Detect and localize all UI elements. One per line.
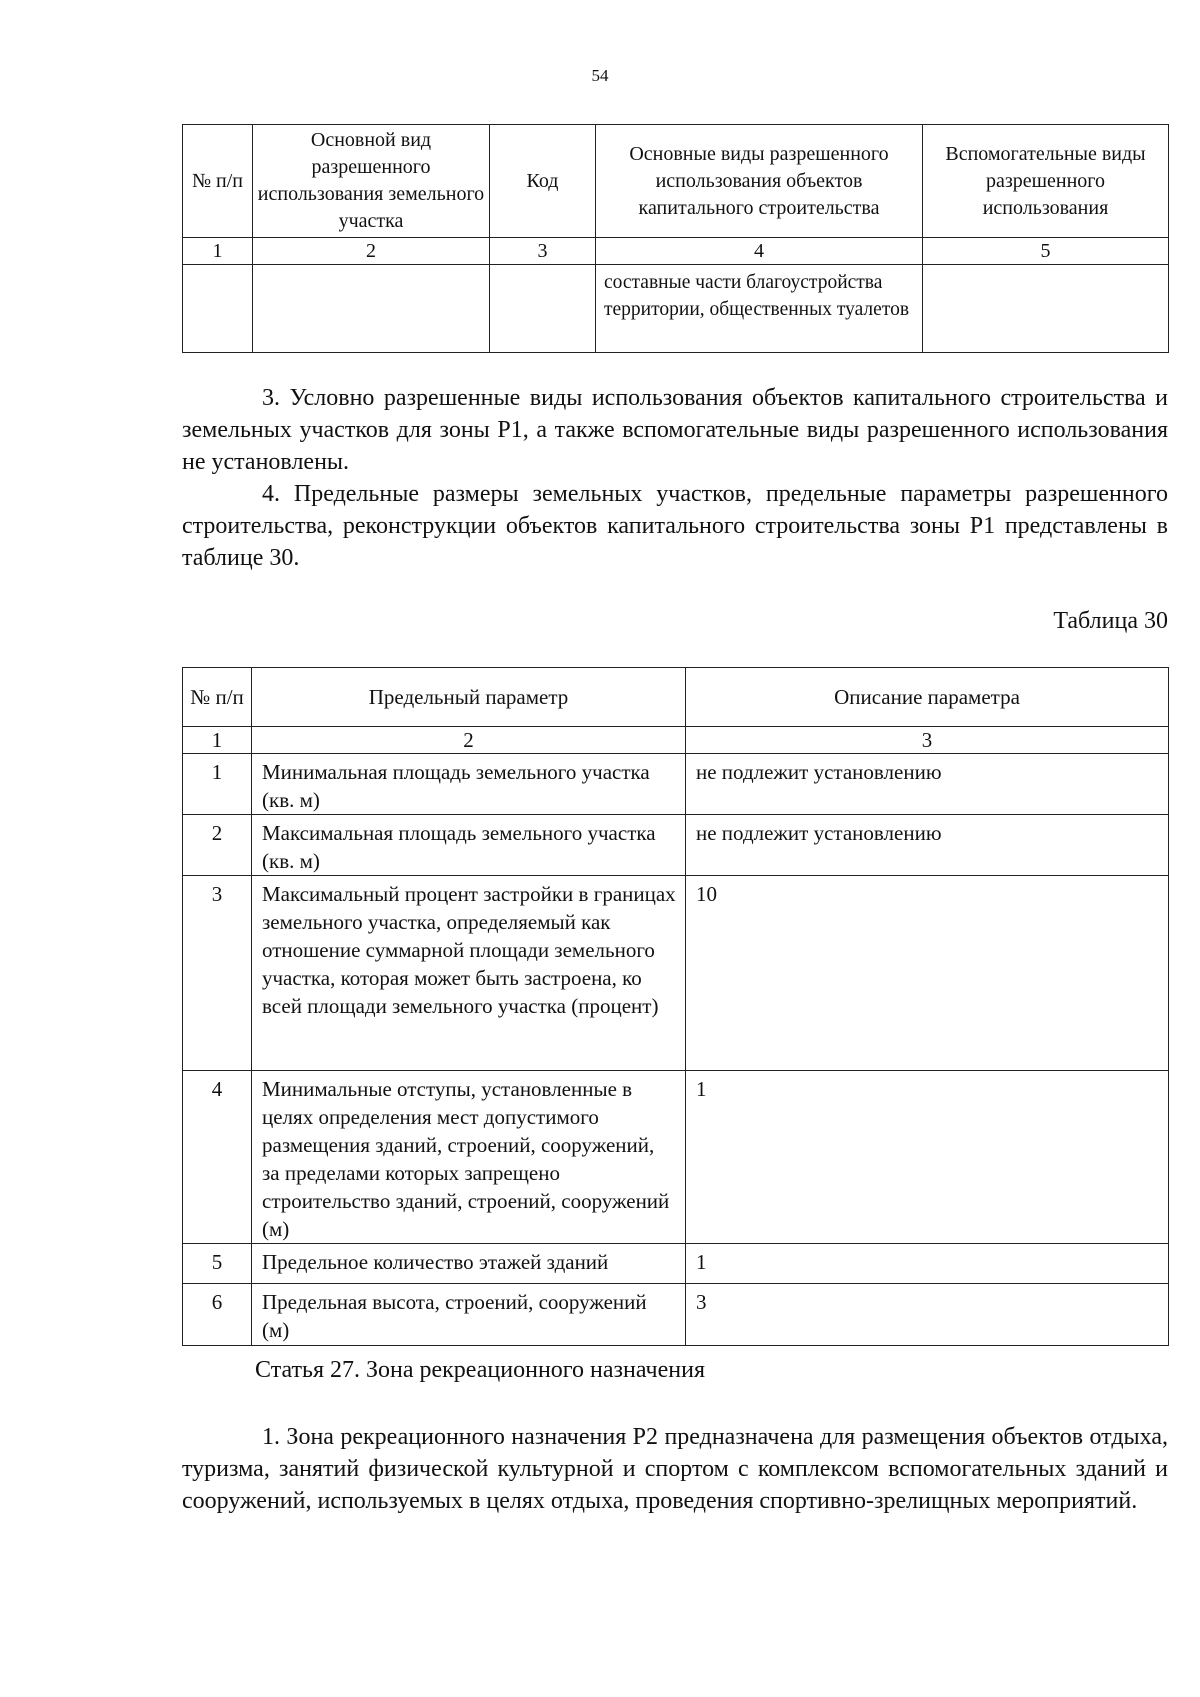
table2-row bbox=[183, 754, 1169, 815]
table2-row-number: 3 bbox=[183, 876, 252, 1071]
table2-header-number: № п/п bbox=[183, 668, 252, 727]
table1-row bbox=[183, 265, 1169, 353]
table1-cell bbox=[923, 265, 1169, 353]
paragraph-3: 3. Условно разрешенные виды использования объектов капитального строительства и земельных участков для зоны Р1, а также вспомогательные виды разрешенного использования не установлены. bbox=[182, 385, 1168, 475]
table2-row-description: не подлежит установлению bbox=[686, 754, 1169, 815]
table2-row-description: 1 bbox=[686, 1244, 1169, 1284]
table2-colnum: 3 bbox=[686, 727, 1169, 754]
table1-colnum: 4 bbox=[596, 238, 923, 265]
page-number: 54 bbox=[591, 66, 609, 85]
table1-header-capital-use: Основные виды разрешенного использования объектов капитального строительства bbox=[596, 125, 923, 238]
table1-colnum: 1 bbox=[183, 238, 253, 265]
table2-row-description: 10 bbox=[686, 876, 1169, 1071]
table2-row-description: 3 bbox=[686, 1284, 1169, 1346]
table-30-parameters bbox=[182, 667, 1169, 1346]
paragraph-4: 4. Предельные размеры земельных участков, предельные параметры разрешенного строительства, реконструкции объектов капитального строительства зоны Р1 представлены в таблице 30. bbox=[182, 481, 1168, 571]
table2-row bbox=[183, 876, 1169, 1071]
table1-header-auxiliary-use: Вспомогательные виды разрешенного использования bbox=[923, 125, 1169, 238]
table2-row-parameter: Минимальные отступы, установленные в целях определения мест допустимого размещения зданий, строений, сооружений, за пределами которых запрещено строительство зданий, строений, сооружений (м) bbox=[252, 1071, 686, 1244]
table1-cell bbox=[253, 265, 490, 353]
table2-row-description: 1 bbox=[686, 1071, 1169, 1244]
table2-colnum: 2 bbox=[252, 727, 686, 754]
table1-header-code: Код bbox=[490, 125, 596, 238]
land-use-table-continuation bbox=[182, 124, 1169, 353]
table2-row bbox=[183, 1284, 1169, 1346]
table2-row bbox=[183, 1244, 1169, 1284]
table2-row-number: 4 bbox=[183, 1071, 252, 1244]
table2-row-number: 1 bbox=[183, 754, 252, 815]
table1-cell-capital-use: составные части благоустройства территории, общественных туалетов bbox=[596, 265, 923, 353]
table2-row-number: 5 bbox=[183, 1244, 252, 1284]
table1-colnum: 5 bbox=[923, 238, 1169, 265]
table2-colnum: 1 bbox=[183, 727, 252, 754]
table2-row-parameter: Предельное количество этажей зданий bbox=[252, 1244, 686, 1284]
table2-row-number: 2 bbox=[183, 815, 252, 876]
table2-row-parameter: Минимальная площадь земельного участка (кв. м) bbox=[252, 754, 686, 815]
article-heading: Статья 27. Зона рекреационного назначения bbox=[255, 1357, 705, 1383]
table2-header-description: Описание параметра bbox=[686, 668, 1169, 727]
table1-header-row bbox=[183, 125, 1169, 238]
table1-column-number-row bbox=[183, 238, 1169, 265]
table1-colnum: 2 bbox=[253, 238, 490, 265]
table2-row-parameter: Максимальная площадь земельного участка (кв. м) bbox=[252, 815, 686, 876]
table2-row-parameter: Предельная высота, строений, сооружений (м) bbox=[252, 1284, 686, 1346]
table30-caption: Таблица 30 bbox=[1053, 608, 1168, 634]
table1-colnum: 3 bbox=[490, 238, 596, 265]
table2-row-parameter: Максимальный процент застройки в границах земельного участка, определяемый как отношение суммарной площади земельного участка, которая может быть застроена, ко всей площади земельного участка (процент) bbox=[252, 876, 686, 1071]
table2-row-description: не подлежит установлению bbox=[686, 815, 1169, 876]
table2-header-row bbox=[183, 668, 1169, 727]
table1-header-main-use: Основной вид разрешенного использования земельного участка bbox=[253, 125, 490, 238]
table1-cell bbox=[183, 265, 253, 353]
table1-header-number: № п/п bbox=[183, 125, 253, 238]
article-paragraph-1: 1. Зона рекреационного назначения Р2 предназначена для размещения объектов отдыха, туризма, занятий физической культурной и спортом с комплексом вспомогательных зданий и сооружений, используемых в целях отдыха, проведения спортивно-зрелищных мероприятий. bbox=[182, 1424, 1168, 1514]
table2-row bbox=[183, 1071, 1169, 1244]
table2-row bbox=[183, 815, 1169, 876]
table2-column-number-row bbox=[183, 727, 1169, 754]
table1-cell bbox=[490, 265, 596, 353]
table2-header-parameter: Предельный параметр bbox=[252, 668, 686, 727]
table2-row-number: 6 bbox=[183, 1284, 252, 1346]
